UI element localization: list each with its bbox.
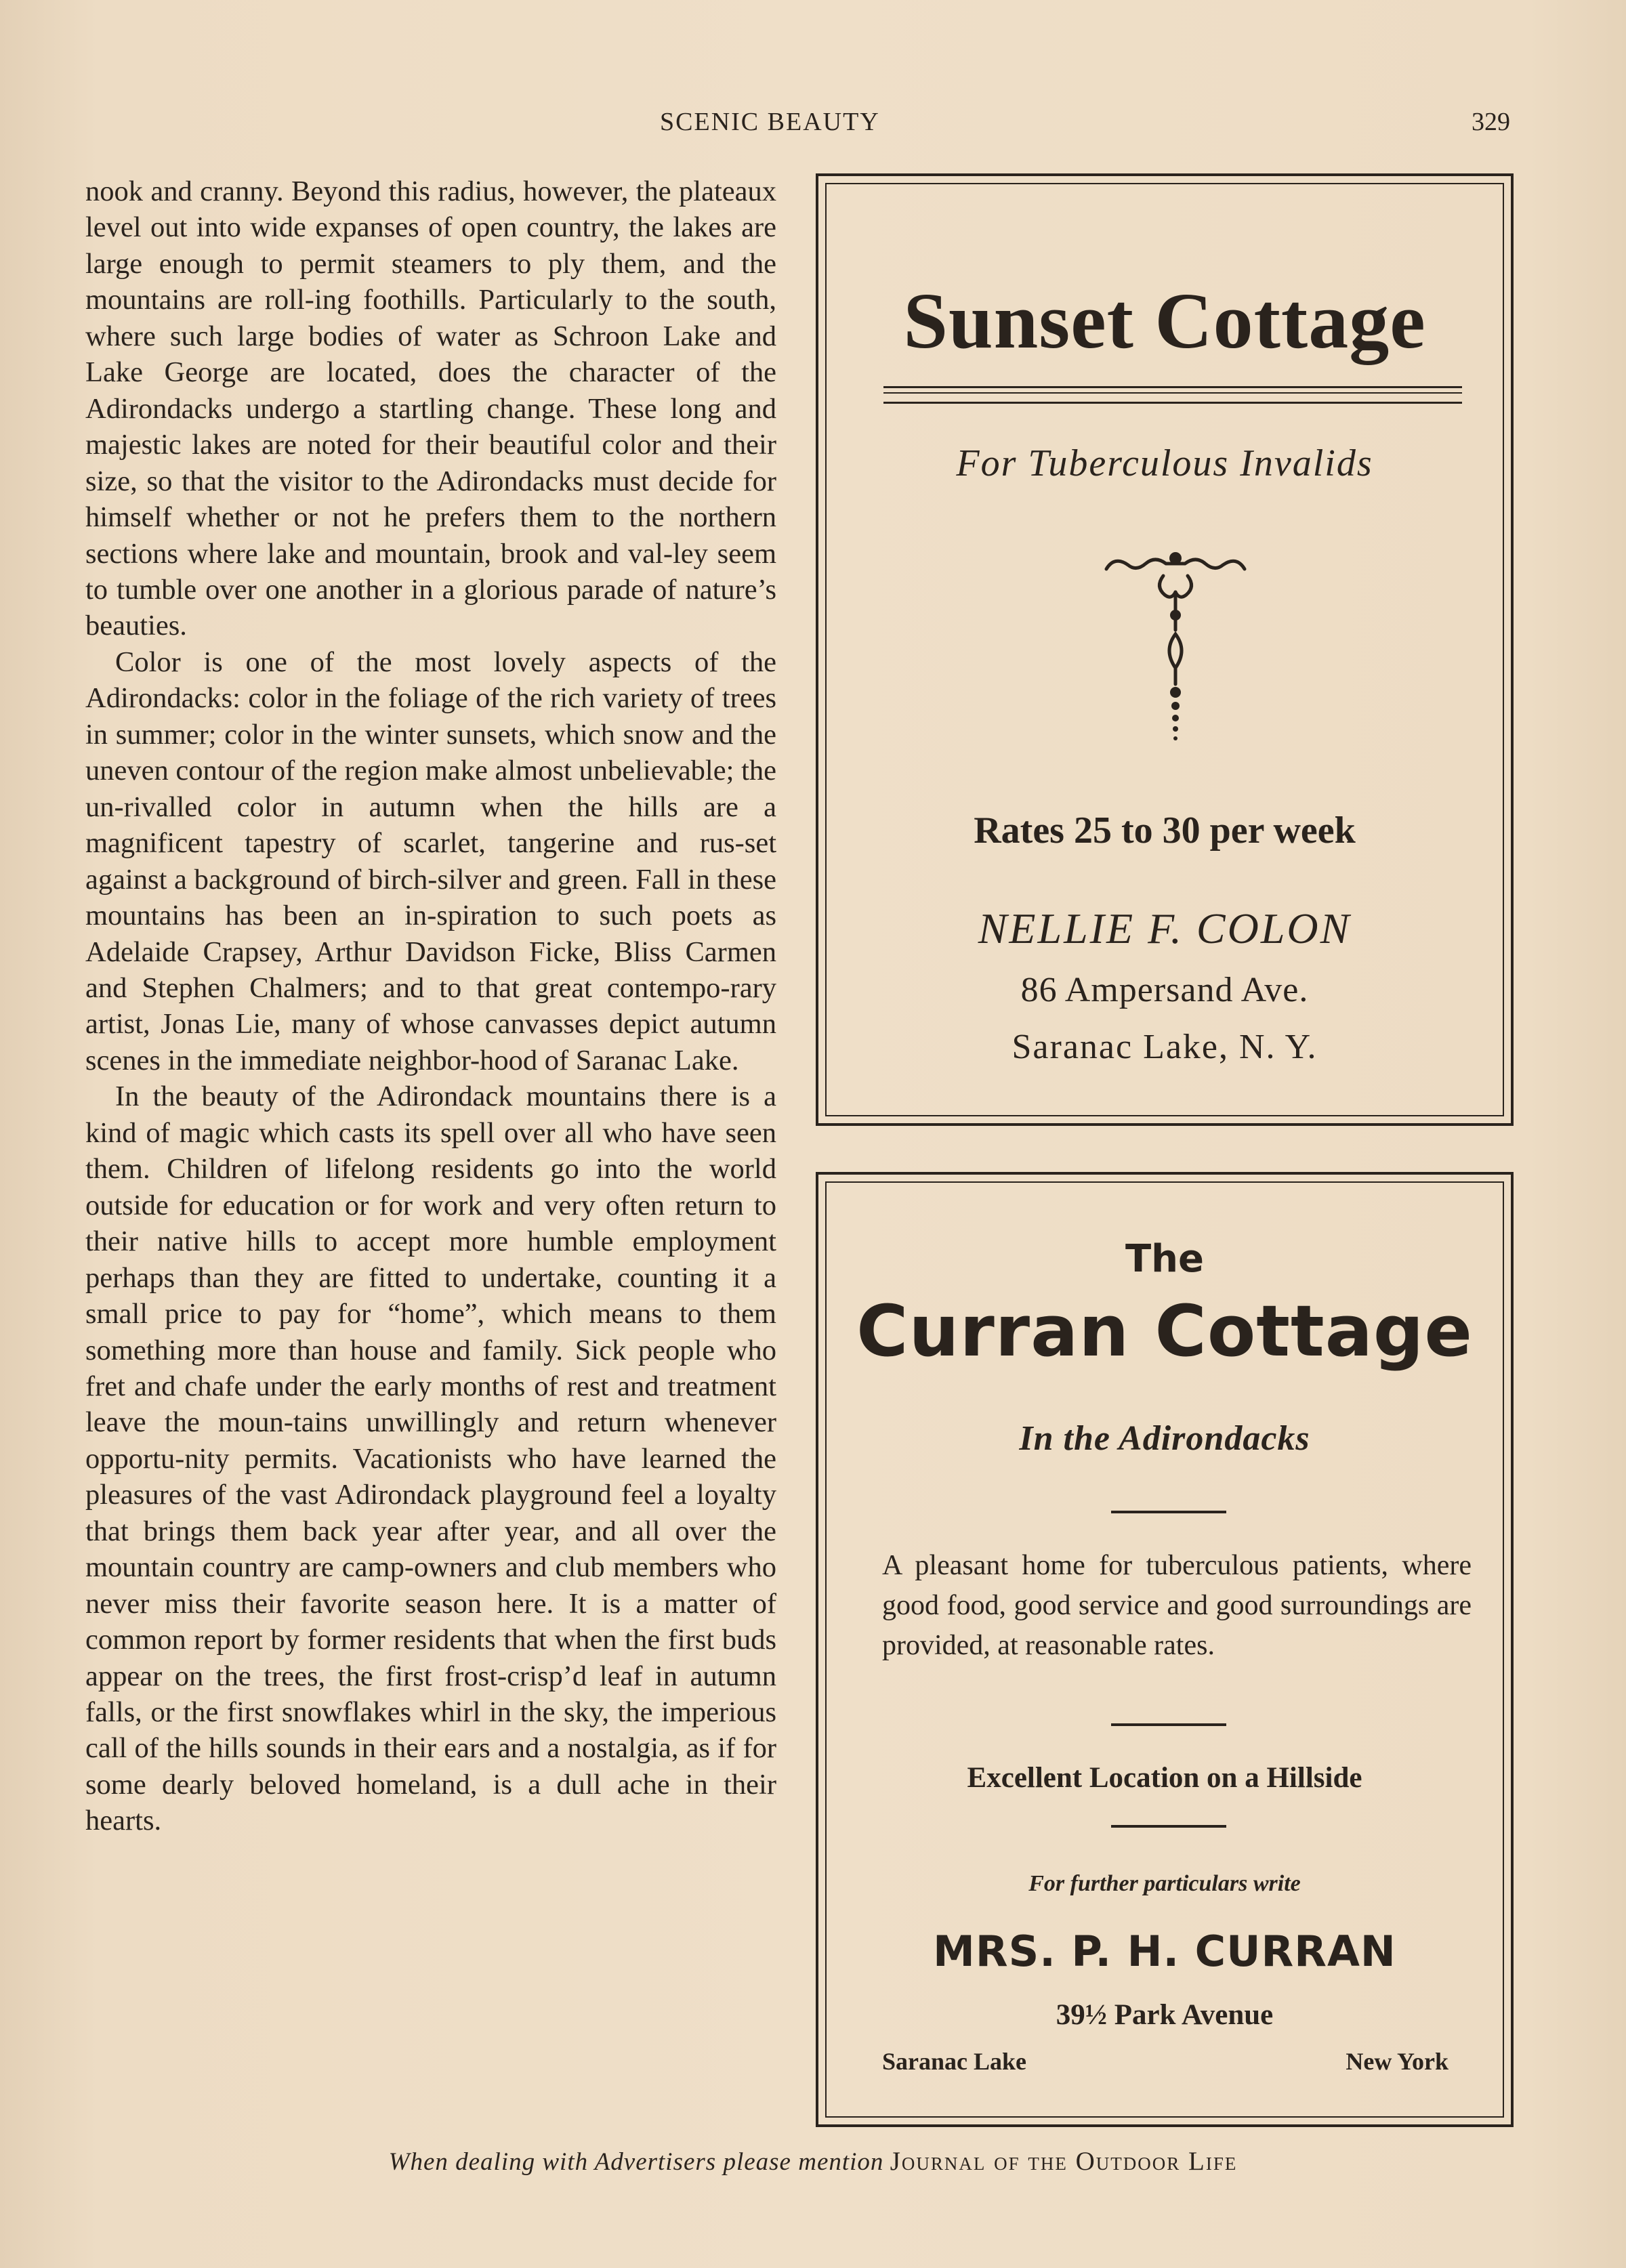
- ad-pre-title: The: [1125, 1237, 1205, 1281]
- proprietor-name: MRS. P. H. CURRAN: [933, 1927, 1396, 1976]
- ad-inner-border: [825, 1181, 1504, 2118]
- divider: [1111, 1723, 1226, 1726]
- article-body: [85, 173, 776, 1839]
- running-head: [0, 107, 1626, 141]
- address-street: 39½ Park Avenue: [1056, 1999, 1274, 2031]
- decorative-ornament-icon: [1101, 549, 1250, 745]
- divider: [1111, 1511, 1226, 1513]
- running-title: SCENIC BEAUTY: [660, 108, 880, 136]
- article-paragraph: In the beauty of the Adirondack mountains there is a kind of magic which casts its spell over all who have seen them. Children of lifelong residents go into the world outside for education or for work and very often return to their native hills to accept more humble employment perhaps than they are fitted to undertake, counting it a small price to pay for “home”, which means to them something more than house and family. Sick people who fret and chafe under the early months of rest and treatment leave the moun-tains unwillingly and return whenever opportu-nity permits. Vacationists who have learned the pleasures of the vast Adirondack playground feel a loyalty that brings them back year after year, and all over the mountain country are camp-owners and club members who never miss their favorite season here. It is a matter of common report by former residents that when the first buds appear on the trees, the first frost-crisp’d leaf in autumn falls, or the first snowflakes whirl in the sky, the imperious call of the hills sounds in their ears and a nostalgia, as if for some dearly beloved homeland, is a dull ache in their hearts.: [85, 1080, 776, 1837]
- title-rule: [883, 386, 1462, 404]
- article-paragraph: nook and cranny. Beyond this radius, however, the plateaux level out into wide expanses of open country, the lakes are large enough to permit steamers to ply them, and the mountains are roll-ing foothills. Particularly to the south, where such large bodies of water as Schroon Lake and Lake George are located, does the character of the Adirondacks undergo a startling change. These long and majestic lakes are noted for their beautiful color and their size, so that the visitor to the Adirondacks must decide for himself whether or not he prefers them to the northern sections where lake and mountain, brook and val-ley seem to tumble over one another in a glorious parade of nature’s beauties.: [85, 175, 776, 642]
- address-city: Saranac Lake, N. Y.: [1012, 1028, 1318, 1066]
- article-paragraph: Color is one of the most lovely aspects of the Adirondacks: color in the foliage of the rich variety of trees in summer; color in the winter sunsets, which snow and the uneven contour of the region make almost unbelievable; the un-rivalled color in autumn when the hills are a magnificent tapestry of scarlet, tangerine and rus-set against a background of birch-silver and green. Fall in these mountains has been an in-spiration to such poets as Adelaide Crapsey, Arthur Davidson Ficke, Bliss Carmen and Stephen Chalmers; and to that great contempo-rary artist, Jonas Lie, many of whose canvasses depict autumn scenes in the immediate neighbor-hood of Saranac Lake.: [85, 646, 776, 1076]
- ad-subtitle: For Tuberculous Invalids: [956, 442, 1373, 484]
- ad-tagline: Excellent Location on a Hillside: [967, 1762, 1362, 1794]
- proprietor-name: NELLIE F. COLON: [978, 904, 1352, 952]
- ad-subtitle: In the Adirondacks: [1019, 1419, 1310, 1458]
- address-state: New York: [1346, 2048, 1448, 2075]
- address-street: 86 Ampersand Ave.: [1020, 971, 1309, 1009]
- page-number: 329: [1472, 108, 1510, 136]
- ad-inner-border: [825, 183, 1504, 1116]
- page-footer: [0, 2146, 1626, 2177]
- ad-title: Curran Cottage: [856, 1290, 1473, 1372]
- sunset-cottage-ad: [816, 173, 1514, 1126]
- footer-note: When dealing with Advertisers please mention: [388, 2148, 884, 2176]
- journal-name: Journal of the Outdoor Life: [890, 2147, 1238, 2176]
- rates-text: Rates 25 to 30 per week: [974, 810, 1356, 852]
- divider: [1111, 1825, 1226, 1828]
- ad-description: A pleasant home for tuberculous patients, where good food, good service and good surroundings are provided, at reasonable rates.: [882, 1550, 1472, 1661]
- curran-cottage-ad: [816, 1172, 1514, 2127]
- ad-title: Sunset Cottage: [903, 276, 1426, 365]
- write-prompt: For further particulars write: [1028, 1871, 1301, 1896]
- address-city: Saranac Lake: [882, 2048, 1027, 2075]
